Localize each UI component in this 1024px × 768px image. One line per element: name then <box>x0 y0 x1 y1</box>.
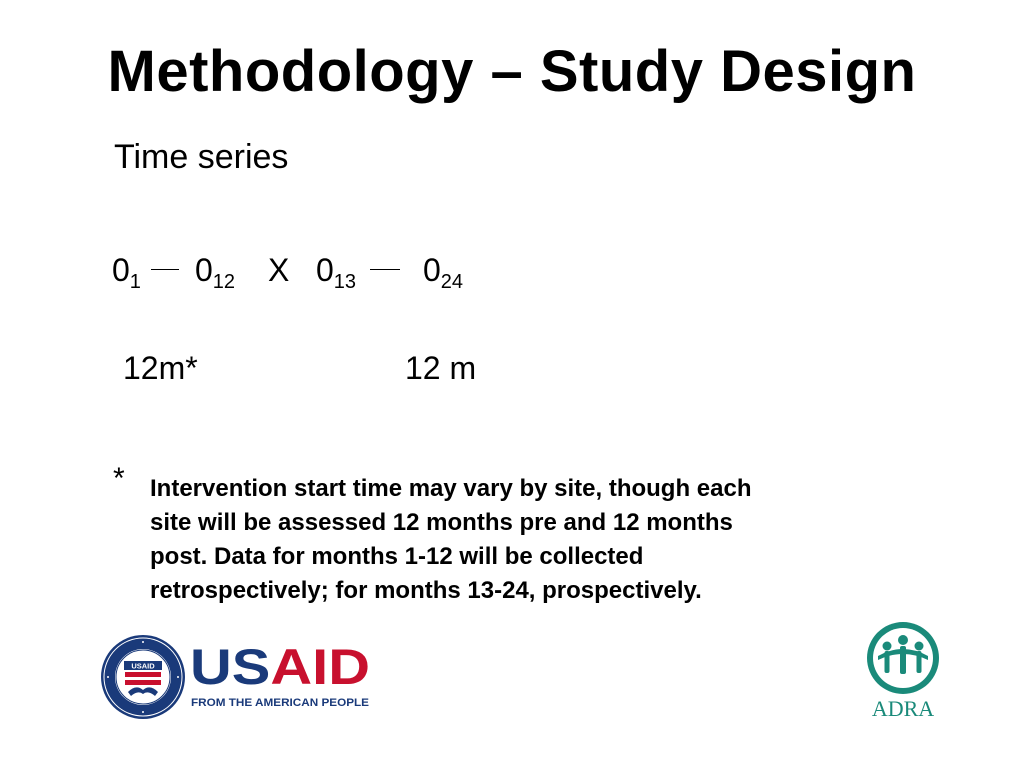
intervention-marker: X <box>268 252 290 288</box>
observation-3-label: 0 <box>316 252 334 288</box>
observation-1-label: 0 <box>112 252 130 288</box>
footnote-marker: * <box>113 462 125 495</box>
usaid-tagline: FROM THE AMERICAN PEOPLE <box>191 697 369 709</box>
series-dash-1 <box>151 269 179 270</box>
seal-text: USAID <box>131 661 155 671</box>
footnote-line: post. Data for months 1-12 will be collected <box>150 543 644 570</box>
observation-3 <box>316 252 357 293</box>
observation-4-subscript: 24 <box>440 271 464 293</box>
observation-3-subscript: 13 <box>333 271 357 293</box>
observation-4-label: 0 <box>423 252 441 288</box>
slide-title: Methodology – Study Design <box>107 39 917 104</box>
svg-text:USAID: US AID <box>190 640 357 695</box>
adra-logo <box>858 620 948 720</box>
observation-2-subscript: 12 <box>212 271 236 293</box>
observation-1 <box>112 252 141 293</box>
footnote-line: Intervention start time may vary by site, though each <box>150 475 752 502</box>
observation-1-subscript: 1 <box>129 271 141 293</box>
usaid-seal-logo <box>100 634 186 720</box>
footnote-line: site will be assessed 12 months pre and 12 months <box>150 509 733 536</box>
slide-subtitle: Time series <box>114 138 289 176</box>
series-dash-2 <box>370 269 400 270</box>
observation-4 <box>423 252 464 293</box>
post-duration: 12 m <box>405 350 477 386</box>
pre-duration: 12m* <box>123 350 198 386</box>
footnote-text <box>150 472 870 608</box>
observation-2-label: 0 <box>195 252 213 288</box>
usaid-wordmark-logo <box>190 640 372 712</box>
observation-2 <box>195 252 236 293</box>
adra-wordmark: ADRA <box>871 696 935 720</box>
footnote-line: retrospectively; for months 13-24, prospectively. <box>150 577 702 604</box>
